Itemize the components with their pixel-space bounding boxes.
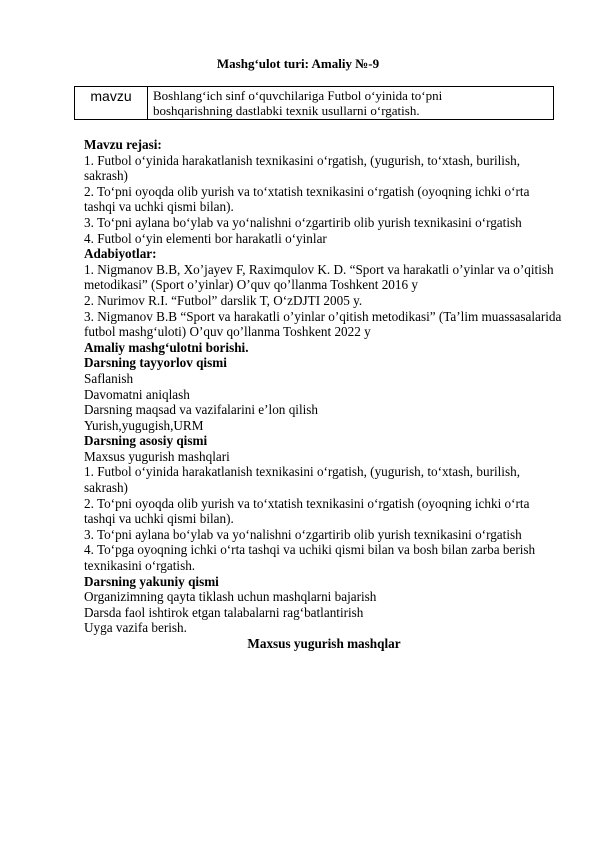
- main-part-item: Maxsus yugurish mashqlari: [84, 448, 230, 464]
- plan-item: 3. To‘pni aylana bo‘ylab va yo‘nalishni o‘zgartirib olib yurish texnikasini o‘rgatish: [84, 214, 522, 230]
- topic-text: [148, 87, 554, 120]
- literature-item: 1. Nigmanov B.B, Xo’jayev F, Raximqulov K. D. “Sport va harakatli o’yinlar va o’qitish metodikasi” (Sport o’yinlar) O’quv qo’llanma Toshkent 2016 y: [84, 261, 554, 293]
- main-part-item: 4. To‘pga oyoqning ichki o‘rta tashqi va uchiki qismi bilan va bosh bilan zarba berish texnikasini o‘rgatish.: [84, 542, 536, 574]
- topic-table: [74, 86, 554, 120]
- prep-item: Saflanish: [84, 370, 134, 386]
- prep-item: Darsning maqsad va vazifalarini e’lon qilish: [84, 402, 319, 418]
- document-body: [84, 137, 564, 652]
- topic-label: mavzu: [75, 87, 148, 120]
- final-item: Darsda faol ishtirok etgan talabalarni rag‘batlantirish: [84, 604, 364, 620]
- prep-item: Davomatni aniqlash: [84, 386, 190, 402]
- prep-item: Yurish,yugugish,URM: [84, 417, 204, 433]
- plan-heading: Mavzu rejasi:: [84, 137, 162, 152]
- plan-item: 4. Futbol o‘yin elementi bor harakatli o‘yinlar: [84, 230, 327, 246]
- literature-item: 3. Nigmanov B.B “Sport va harakatli o’yinlar o’qitish metodikasi” (Ta’lim muassasalarida futbol mashg‘uloti) O’quv qo’llanma Toshkent 2022 y: [84, 308, 562, 340]
- final-item: Organizimning qayta tiklash uchun mashqlarni bajarish: [84, 589, 377, 605]
- main-part-item: 2. To‘pni oyoqda olib yurish va to‘xtatish texnikasini o‘rgatish (oyoqning ichki o‘rta tashqi va uchki qismi bilan).: [84, 495, 530, 527]
- plan-item: 1. Futbol o‘yinida harakatlanish texnikasini o‘rgatish, (yugurish, to‘xtash, burilish, sakrash): [84, 152, 520, 184]
- final-item: Uyga vazifa berish.: [84, 620, 187, 636]
- main-part-item: 1. Futbol o‘yinida harakatlanish texnikasini o‘rgatish, (yugurish, to‘xtash, burilish, sakrash): [84, 464, 520, 496]
- main-part-item: 3. To‘pni aylana bo‘ylab va yo‘nalishni o‘zgartirib olib yurish texnikasini o‘rgatish: [84, 526, 522, 542]
- conduct-heading: Amaliy mashg‘ulotni borishi.: [84, 339, 249, 355]
- lesson-type-title: Mashg‘ulot turi: Amaliy №-9: [216, 56, 380, 71]
- prep-heading: Darsning tayyorlov qismi: [84, 355, 227, 371]
- main-part-heading: Darsning asosiy qismi: [84, 433, 208, 449]
- literature-heading: Adabiyotlar:: [84, 246, 157, 262]
- topic-text-line2: boshqarishning dastlabki texnik usullarni o‘rgatish.: [153, 103, 420, 118]
- plan-item: 2. To‘pni oyoqda olib yurish va to‘xtatish texnikasini o‘rgatish (oyoqning ichki o‘rta tashqi va uchki qismi bilan).: [84, 183, 530, 215]
- final-heading: Darsning yakuniy qismi: [84, 573, 219, 589]
- literature-item: 2. Nurimov R.I. “Futbol” darslik T, O‘zDJTI 2005 y.: [84, 292, 363, 308]
- closing-heading: Maxsus yugurish mashqlar: [247, 636, 401, 651]
- topic-text-line1: Boshlang‘ich sinf o‘quvchilariga Futbol o‘yinida to‘pni: [153, 88, 443, 103]
